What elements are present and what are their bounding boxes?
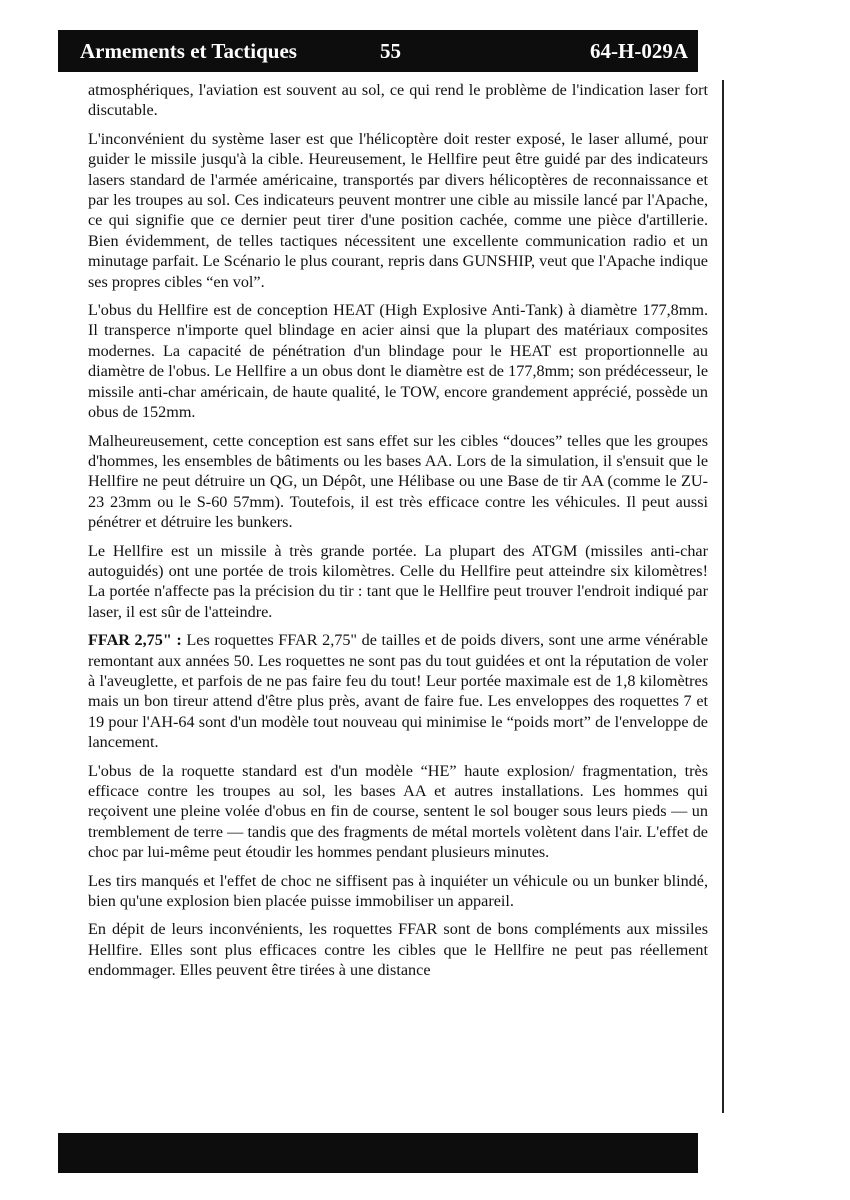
page-header <box>58 30 698 72</box>
paragraph: Les tirs manqués et l'effet de choc ne siffisent pas à inquiéter un véhicule ou un bunker blindé, bien qu'une explosion bien placée puisse immobiliser un appareil. <box>88 871 708 911</box>
paragraph-body: Les roquettes FFAR 2,75" de tailles et de poids divers, sont une arme vénérable remontant aux années 50. Les roquettes ne sont pas du tout guidées et ont la réputation de voler à l'aveuglette, et parfois de ne pas faire feu du tout! Leur portée maximale est de 1,8 kilomètres mais un bon tireur attend d'être plus près, avant de faire fue. Les enveloppes des roquettes 7 et 19 pour l'AH-64 sont d'un modèle tout nouveau qui minimise le “poids mort” de l'enveloppe de lancement. <box>88 631 708 752</box>
document-code: 64-H-029A <box>590 39 688 63</box>
paragraph: Malheureusement, cette conception est sans effet sur les cibles “douces” telles que les groupes d'hommes, les ensembles de bâtiments ou les bases AA. Lors de la simulation, il s'ensuit que le Hellfire ne peut détruire un QG, un Dépôt, une Hélibase ou une Base de tir AA (comme le ZU-23 23mm ou le S-60 57mm). Toutefois, il est très efficace contre les véhicules. Il peut aussi pénétrer et détruire les bunkers. <box>88 431 708 532</box>
paragraph: L'obus de la roquette standard est d'un modèle “HE” haute explosion/ fragmentation, très efficace contre les troupes au sol, les bases AA et autres installations. Les hommes qui reçoivent une pleine volée d'obus en fin de course, sentent le sol bouger sous leurs pieds — un tremblement de terre — tandis que des fragments de métal mortels volètent dans l'air. L'effet de choc par lui-même peut étoudir les hommes pendant plusieurs minutes. <box>88 761 708 862</box>
paragraph: En dépit de leurs inconvénients, les roquettes FFAR sont de bons compléments aux missiles Hellfire. Elles sont plus efficaces contre les cibles que le Hellfire ne peut pas réellement endommager. Elles peuvent être tirées à une distance <box>88 920 708 980</box>
page-number: 55 <box>380 39 401 63</box>
margin-rule <box>722 80 724 1113</box>
paragraph: Le Hellfire est un missile à très grande portée. La plupart des ATGM (missiles anti-char autoguidés) ont une portée de trois kilomètres. Celle du Hellfire peut atteindre six kilomètres! La portée n'affecte pas la précision du tir : tant que le Hellfire peut trouver l'endroit indiqué par laser, il est sûr de l'atteindre. <box>88 541 708 621</box>
paragraph: L'obus du Hellfire est de conception HEAT (High Explosive Anti-Tank) à diamètre 177,8mm. Il transperce n'importe quel blindage en acier ainsi que la plupart des matériaux composites modernes. La capacité de pénétration d'un blindage pour le HEAT est proportionnelle au diamètre de l'obus. Le Hellfire a un obus dont le diamètre est de 177,8mm; son prédécesseur, le missile anti-char américain, de haute qualité, le TOW, encore grandement apprécié, possède un obus de 152mm. <box>88 301 708 422</box>
page-footer-bar <box>58 1133 698 1173</box>
body-text <box>88 80 708 989</box>
paragraph-ffar <box>88 630 708 752</box>
paragraph-lead: FFAR 2,75" : <box>88 631 182 650</box>
paragraph: L'inconvénient du système laser est que l'hélicoptère doit rester exposé, le laser allumé, pour guider le missile jusqu'à la cible. Heureusement, le Hellfire peut être guidé par des indicateurs lasers standard de l'armée américaine, transportés par divers hélicoptères de reconnaissance et par les troupes au sol. Ces indicateurs peuvent montrer une cible au missile lancé par l'Apache, ce qui signifie que ce dernier peut tirer d'une position cachée, comme une pièce d'artillerie. Bien évidemment, de telles tactiques nécessitent une excellente communication radio et un minutage parfait. Le Scénario le plus courant, repris dans GUNSHIP, veut que l'Apache indique ses propres cibles “en vol”. <box>88 129 708 291</box>
section-title: Armements et Tactiques <box>80 39 297 63</box>
paragraph: atmosphériques, l'aviation est souvent au sol, ce qui rend le problème de l'indication laser fort discutable. <box>88 81 708 120</box>
